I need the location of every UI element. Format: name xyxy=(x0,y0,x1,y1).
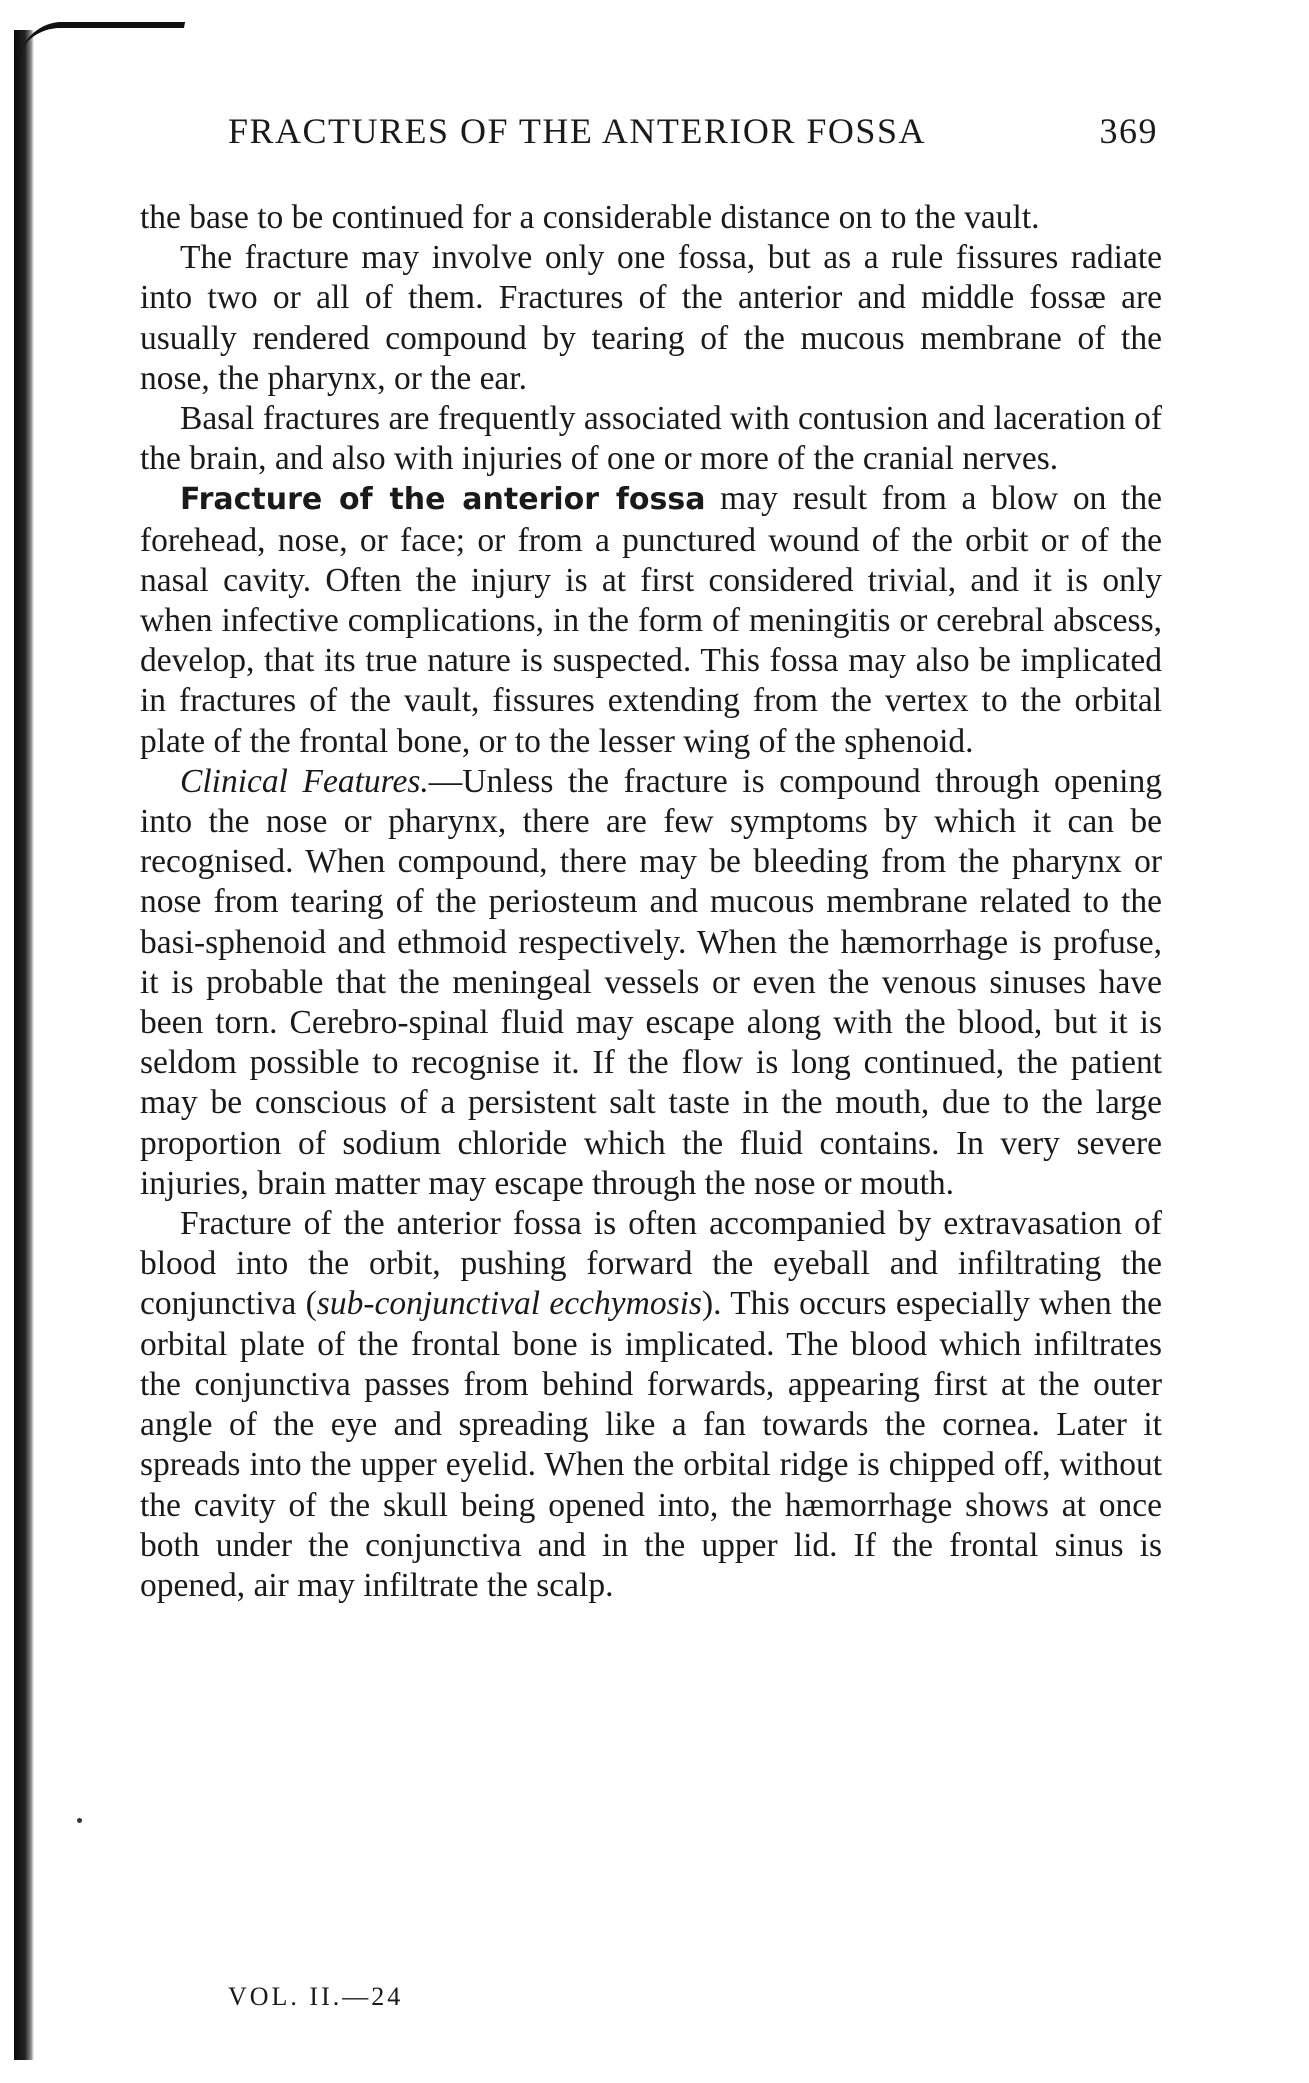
section-heading: Fracture of the anterior fossa xyxy=(180,482,706,518)
paragraph-anterior-fossa xyxy=(140,479,1162,761)
paragraph-text: Fracture of the anterior fossa is often accompanied by extravasation of blood into the orbit, pushing forward the eyeball and infiltrating the conjunctiva ( xyxy=(140,1205,1162,1323)
italic-term: sub-conjunctival ecchymosis xyxy=(316,1285,702,1323)
paragraph-basal-fractures xyxy=(140,399,1162,479)
margin-speck xyxy=(77,1818,82,1823)
paragraph-text: the base to be continued for a considerable distance on to the vault. xyxy=(140,199,1040,236)
book-spine-edge xyxy=(14,30,34,2060)
paragraph-continuation xyxy=(140,198,1162,238)
paragraph-clinical-features xyxy=(140,762,1162,1204)
paragraph-text: —Unless the fracture is compound through opening into the nose or pharynx, there are few symptoms by which it can be recognised. When compound, there may be bleeding from the pharynx or nose from tearing of the periosteum and mucous membrane related to the basi-sphenoid and ethmoid respectively. When the hæmorrhage is profuse, it is probable that the meningeal vessels or even the venous sinuses have been torn. Cerebro-spinal fluid may escape along with the blood, but it is seldom possible to recognise it. If the flow is long continued, the patient may be conscious of a persistent salt taste in the mouth, due to the large proportion of sodium chloride which the fluid contains. In very severe injuries, brain matter may escape through the nose or mouth. xyxy=(140,762,1162,1202)
paragraph-extravasation xyxy=(140,1204,1162,1606)
paragraph-text-cont: ). This occurs especially when the orbital plate of the frontal bone is implicated. The blood which infiltrates the conjunctiva passes from behind forwards, appearing first at the outer angle of the eye and spreading like a fan towards the cornea. Later it spreads into the upper eyelid. When the orbital ridge is chipped off, without the cavity of the skull being opened into, the hæmorrhage shows at once both under the conjunctiva and in the upper lid. If the frontal sinus is opened, air may infiltrate the scalp. xyxy=(140,1285,1162,1604)
signature-mark: VOL. II.—24 xyxy=(228,1982,404,2011)
subsection-heading: Clinical Features. xyxy=(180,762,429,800)
running-header xyxy=(228,110,1158,152)
running-title: FRACTURES OF THE ANTERIOR FOSSA xyxy=(228,111,926,151)
page-curl-mark xyxy=(19,22,185,58)
paragraph-text: The fracture may involve only one fossa, but as a rule fissures radiate into two or all of them. Fractures of the anterior and middle fossæ are usually rendered compound by tearing of the mucous membrane of the nose, the pharynx, or the ear. xyxy=(140,239,1162,397)
page-number: 369 xyxy=(1099,111,1158,151)
paragraph-text: may result from a blow on the forehead, nose, or face; or from a punctured wound of the orbit or of the nasal cavity. Often the injury is at first considered trivial, and it is only when infective complications, in the form of meningitis or cerebral abscess, develop, that its true nature is suspected. This fossa may also be implicated in fractures of the vault, fissures extending from the vertex to the orbital plate of the frontal bone, or to the lesser wing of the sphenoid. xyxy=(140,480,1162,760)
page-body xyxy=(140,198,1162,1606)
paragraph-fracture-involvement xyxy=(140,238,1162,399)
paragraph-text: Basal fractures are frequently associated with contusion and laceration of the brain, and also with injuries of one or more of the cranial nerves. xyxy=(140,400,1162,478)
